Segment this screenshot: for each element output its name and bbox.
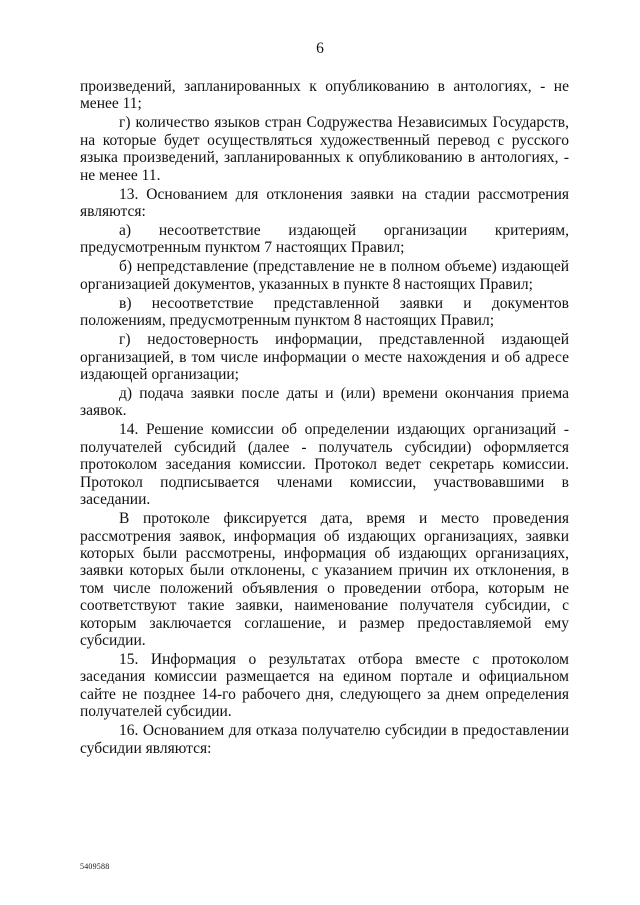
paragraph-15: 15. Информация о результатах отбора вместе с протоколом заседания комиссии размещается на едином портале и официальном сайте не позднее 14-го рабочего дня, следующего за днем определения получателей субсидии. [80,650,569,721]
paragraph-16: 16. Основанием для отказа получателю субсидии в предоставлении субсидии являются: [80,722,569,757]
paragraph-14-protocol: В протоколе фиксируется дата, время и место проведения рассмотрения заявок, информация об издающих организациях, заявки которых были рассмотрены, информация об издающих организациях, заявки которых были отклонены, с указанием причин их отклонения, в том числе положений объявления о проведении отбора, которым не соответствуют такие заявки, наименование получателя субсидии, с которым заключается соглашение, и размер предоставляемой ему субсидии. [80,510,569,649]
paragraph-13-d: д) подача заявки после даты и (или) времени окончания приема заявок. [80,385,569,420]
paragraph-13: 13. Основанием для отклонения заявки на стадии рассмотрения являются: [80,185,569,221]
paragraph-item-g-languages: г) количество языков стран Содружества Независимых Государств, на которые будет осуществляться художественный перевод с русского языка произведений, запланированных к опубликованию в антологиях, - не менее 11. [80,114,569,184]
paragraph-13-a: а) несоответствие издающей организации критериям, предусмотренным пунктом 7 настоящих Правил; [80,222,569,257]
page-number: 6 [316,40,324,57]
paragraph-13-v: в) несоответствие представленной заявки и документов положениям, предусмотренным пунктом 8 настоящих Правил; [80,294,569,330]
paragraph-continuation: произведений, запланированных к опубликованию в антологиях, - не менее 11; [80,78,569,113]
document-id: 5409588 [80,862,110,871]
paragraph-13-g: г) недостоверность информации, представленной издающей организацией, в том числе информации о месте нахождения и об адресе издающей организации; [80,331,569,384]
paragraph-14: 14. Решение комиссии об определении издающих организаций - получателей субсидий (далее - получатель субсидии) оформляется протоколом заседания комиссии. Протокол ведет секретарь комиссии. Протокол подписывается членами комиссии, участвовавшими в заседании. [80,421,569,509]
document-body [80,78,569,759]
paragraph-13-b: б) непредставление (представление не в полном объеме) издающей организацией документов, указанных в пункте 8 настоящих Правил; [80,258,569,293]
